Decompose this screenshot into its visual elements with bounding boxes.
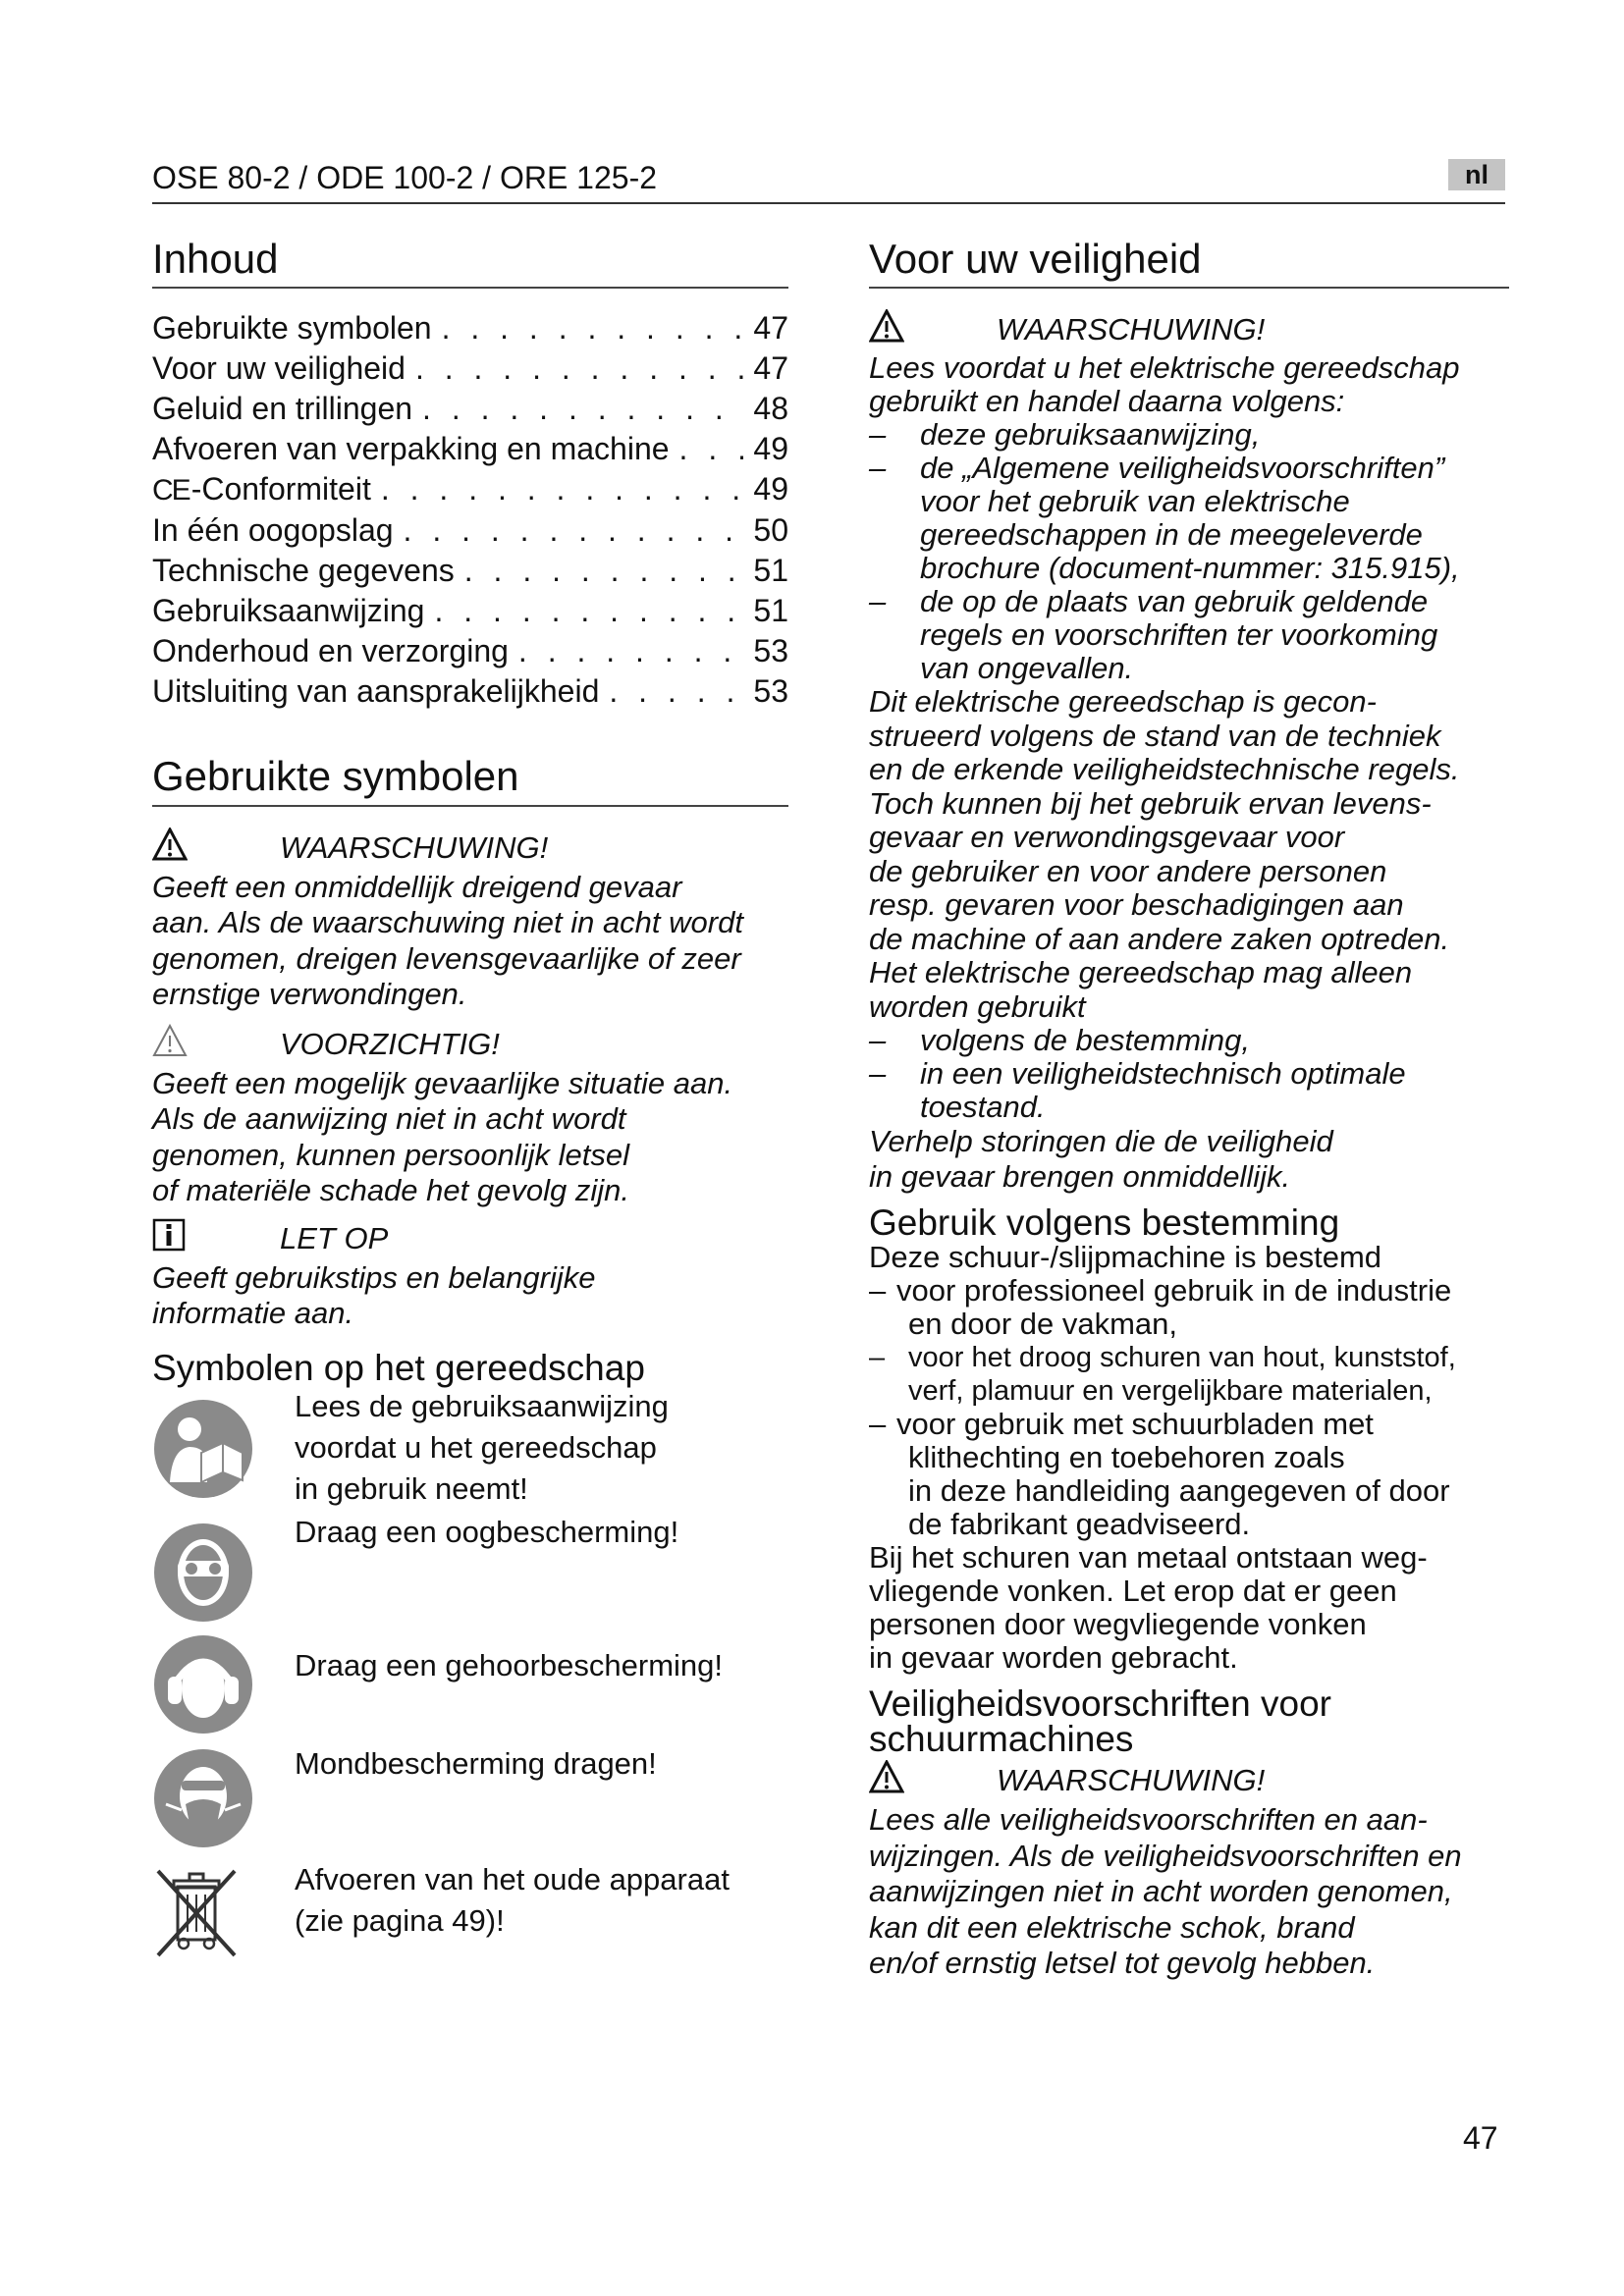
info-icon <box>152 1218 186 1252</box>
tool-symbol-weee: Afvoeren van het oude apparaat (zie pagina 49)! <box>152 1859 788 1967</box>
tool-symbols-title: Symbolen op het gereedschap <box>152 1347 645 1388</box>
read-manual-icon <box>152 1398 254 1500</box>
safety-intro: Lees voordat u het elektrische gereedschap gebruikt en handel daarna volgens: <box>869 350 1460 419</box>
safety-list-2 <box>869 1024 1509 1124</box>
toc-entry[interactable]: Afvoeren van verpakking en machine . . . 49 <box>152 429 788 469</box>
toc-entry[interactable]: Voor uw veiligheid . . . 47 <box>152 348 788 389</box>
safety-title: Voor uw veiligheid <box>869 236 1509 289</box>
toc-entry[interactable]: Geluid en trillingen . . . 48 <box>152 389 788 429</box>
toc-entry[interactable]: Technische gegevens . . . 51 <box>152 551 788 591</box>
dust-mask-icon <box>152 1747 254 1849</box>
tool-symbol-dust-mask: Mondbescherming dragen! <box>152 1743 788 1859</box>
list-item: – voor het droog schuren van hout, kunststof, verf, plamuur en vergelijkbare materialen, <box>869 1342 1456 1408</box>
ear-protection-icon <box>152 1633 254 1735</box>
toc-entry[interactable]: Gebruikte symbolen . . . 47 <box>152 308 788 348</box>
note-heading <box>152 1217 788 1260</box>
weee-bin-icon <box>152 1865 241 1961</box>
left-column <box>152 236 788 1967</box>
sanding-warning-label: WAARSCHUWING! <box>997 1763 1266 1798</box>
warning-triangle-icon <box>152 828 188 861</box>
caution-triangle-icon <box>152 1024 188 1057</box>
intended-use-intro: Deze schuur-/slijpmachine is bestemd <box>869 1240 1382 1275</box>
language-badge: nl <box>1448 159 1505 190</box>
safety-warning-heading <box>869 308 1509 351</box>
caution-label: VOORZICHTIG! <box>280 1026 500 1061</box>
table-of-contents <box>152 308 788 712</box>
tool-symbol-ear-protection: Draag een gehoorbescherming! <box>152 1628 788 1743</box>
warning-text: Geeft een onmiddellijk dreigend gevaar aan. Als de waarschuwing niet in acht wordt genomen, dreigen levensgevaarlijke of zeer ernstige verwondingen. <box>152 869 743 1012</box>
warning-triangle-icon <box>869 309 904 343</box>
tool-symbol-eye-protection: Draag een oogbescherming! <box>152 1512 788 1628</box>
safety-body: Dit elektrische gereedschap is gecon- strueerd volgens de stand van de techniek en de erkende veiligheidstechnische regels. Toch kunnen bij het gebruik ervan levens- gevaar en verwondingsgevaar voor de gebruiker en voor andere personen resp. gevaren voor beschadigingen aan de machine of aan andere zaken optreden. Het elektrische gereedschap mag alleen worden gebruikt <box>869 684 1460 1024</box>
safety-body-2: Verhelp storingen die de veiligheid in gevaar brengen onmiddellijk. <box>869 1124 1333 1195</box>
toc-title: Inhoud <box>152 236 788 289</box>
list-item: – voor gebruik met schuurbladen met klithechting en toebehoren zoals in deze handleiding aangegeven of door de fabrikant geadviseerd. <box>869 1407 1450 1542</box>
toc-entry[interactable]: Uitsluiting van aansprakelijkheid . . . 53 <box>152 671 788 712</box>
note-label: LET OP <box>280 1220 389 1255</box>
list-item: – in een veiligheidstechnisch optimale toestand. <box>869 1056 1406 1125</box>
sanding-warning-heading <box>869 1759 1509 1802</box>
right-column <box>869 236 1509 1982</box>
warning-label: WAARSCHUWING! <box>280 829 549 865</box>
toc-entry[interactable]: Onderhoud en verzorging . . . 53 <box>152 631 788 671</box>
sanding-safety-title: Veiligheidsvoorschriften voor schuurmachines <box>869 1683 1331 1760</box>
intended-use-title: Gebruik volgens bestemming <box>869 1202 1340 1244</box>
note-text: Geeft gebruikstips en belangrijke informatie aan. <box>152 1259 596 1331</box>
list-item: – de „Algemene veiligheidsvoorschriften” voor het gebruik van elektrische gereedschappen in de meegeleverde brochure (document-nummer: 315.915), <box>869 451 1460 586</box>
sanding-warning-text: Lees alle veiligheidsvoorschriften en aan- wijzingen. Als de veiligheidsvoorschriften en aanwijzingen niet in acht worden genomen, kan dit een elektrische schok, brand en/of ernstig letsel tot gevolg hebben. <box>869 1802 1462 1981</box>
eye-protection-icon <box>152 1522 254 1624</box>
caution-text: Geeft een mogelijk gevaarlijke situatie aan. Als de aanwijzing niet in acht wordt genomen, kunnen persoonlijk letsel of materiële schade het gevolg zijn. <box>152 1065 733 1208</box>
page-header <box>152 157 1505 204</box>
list-item: – volgens de bestemming, <box>869 1023 1251 1058</box>
intended-use-list <box>869 1274 1509 1541</box>
toc-entry[interactable]: In één oogopslag . . . 50 <box>152 510 788 551</box>
page-number: 47 <box>1463 2120 1498 2156</box>
toc-entry[interactable]: CE-Conformiteit . . . 49 <box>152 469 788 510</box>
warning-heading <box>152 827 788 870</box>
safety-warning-label: WAARSCHUWING! <box>997 312 1266 347</box>
list-item: – deze gebruiksaanwijzing, <box>869 417 1261 453</box>
toc-entry[interactable]: Gebruiksaanwijzing . . . 51 <box>152 591 788 631</box>
list-item: – de op de plaats van gebruik geldende regels en voorschriften ter voorkoming van ongevallen. <box>869 584 1438 686</box>
warning-triangle-icon <box>869 1760 904 1793</box>
safety-list-1 <box>869 418 1509 685</box>
intended-use-body: Bij het schuren van metaal ontstaan weg- vliegende vonken. Let erop dat er geen personen door wegvliegende vonken in gevaar worden gebracht. <box>869 1540 1428 1676</box>
symbols-title: Gebruikte symbolen <box>152 753 788 806</box>
list-item: – voor professioneel gebruik in de industrie en door de vakman, <box>869 1273 1452 1342</box>
caution-heading <box>152 1023 788 1066</box>
model-title: OSE 80-2 / ODE 100-2 / ORE 125-2 <box>152 160 658 195</box>
tool-symbol-read-manual: Lees de gebruiksaanwijzing voordat u het gereedschap in gebruik neemt! <box>152 1392 788 1512</box>
ce-mark-icon: CE <box>152 474 189 507</box>
